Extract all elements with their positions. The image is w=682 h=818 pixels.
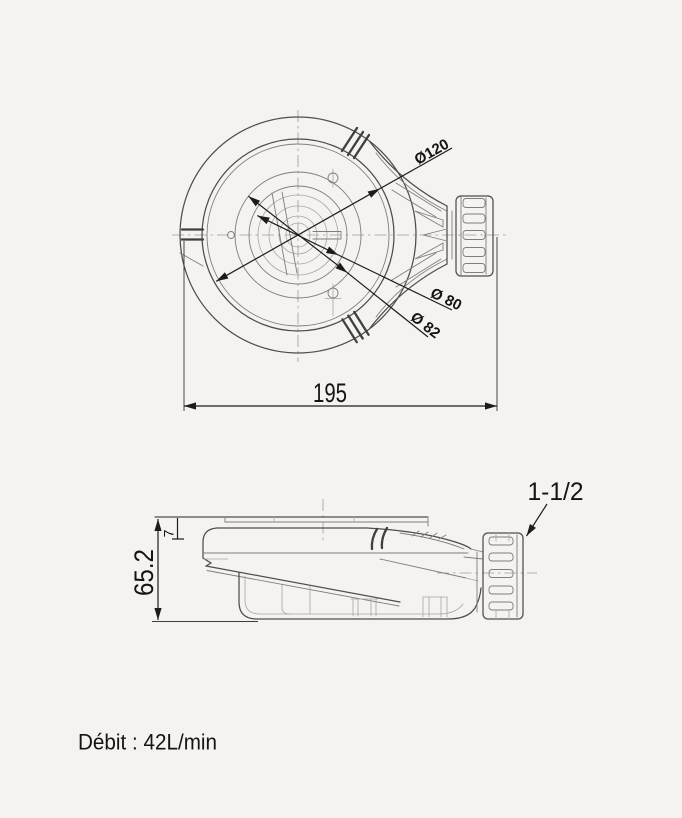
dia-80-label: Ø 80 xyxy=(427,284,465,315)
top-view-drawing xyxy=(172,110,508,362)
flow-rate-text: Débit : 42L/min xyxy=(78,729,217,755)
outlet-nut-side xyxy=(483,533,523,619)
dimension-lip-7 xyxy=(161,518,185,539)
top-plate xyxy=(155,517,428,526)
height-label: 65.2 xyxy=(129,543,159,596)
centerlines-top xyxy=(172,110,508,362)
dimension-height-65-2 xyxy=(129,519,258,622)
outlet-nut-top xyxy=(456,196,493,276)
width-label: 195 xyxy=(313,378,347,408)
dimension-dia-120 xyxy=(216,136,452,282)
dimension-thread-size xyxy=(527,478,584,536)
side-view-drawing xyxy=(155,499,537,619)
dimension-width-195 xyxy=(184,237,497,411)
dia-120-label: Ø120 xyxy=(411,135,452,169)
lip-label: 7 xyxy=(160,529,177,538)
dia-82-label: Ø 82 xyxy=(407,308,444,343)
thread-size-label: 1-1/2 xyxy=(527,478,584,506)
trap-bowl xyxy=(239,552,481,619)
